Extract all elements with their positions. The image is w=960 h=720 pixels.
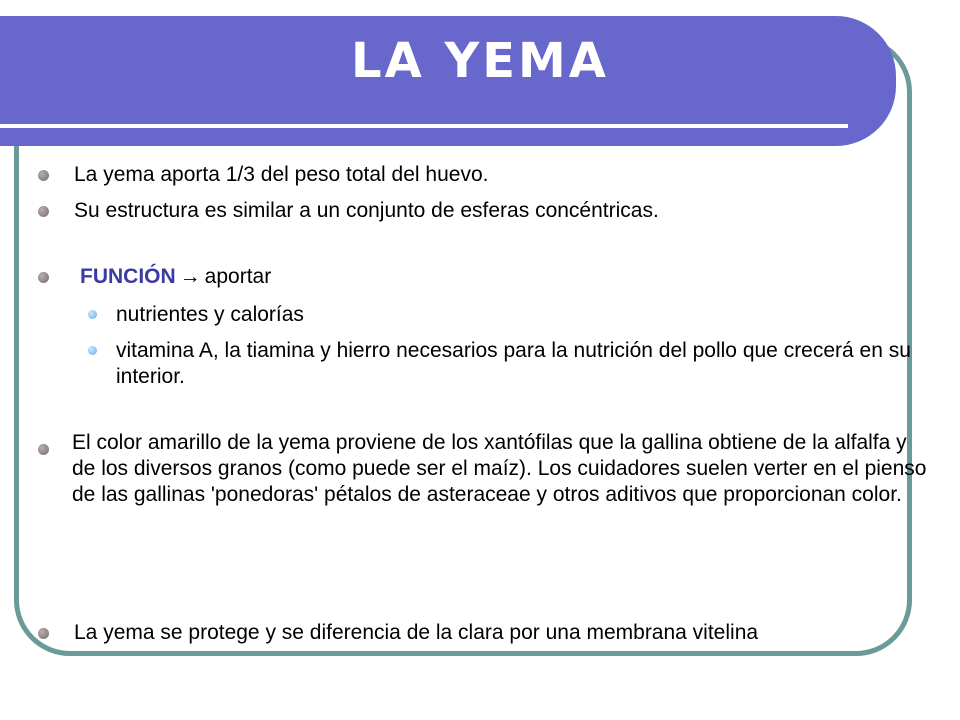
slide-title: LA YEMA [351, 33, 609, 89]
bullet-dot [38, 628, 49, 639]
sub-bullet-nutrients: nutrientes y calorías [116, 303, 304, 326]
bullet-function [80, 264, 940, 290]
bullet-color: El color amarillo de la yema proviene de los xantófilas que la gallina obtiene de la alfalfa y de los diversos granos (como puede ser el maíz). Los cuidadores suelen verter en el pienso de las gallinas 'ponedoras' pétalos de asteraceae y otros aditivos que proporcionan color. [72, 431, 927, 506]
function-text: aportar [204, 265, 272, 288]
sub-bullet-vitamins: vitamina A, la tiamina y hierro necesarios para la nutrición del pollo que crecerá en su interior. [116, 339, 911, 388]
bullet-membrane: La yema se protege y se diferencia de la clara por una membrana vitelina [74, 621, 759, 644]
bullet-dot [38, 272, 49, 283]
bullet-dot [38, 444, 49, 455]
sub-bullet-dot [88, 346, 97, 355]
bullet-yolk-weight: La yema aporta 1/3 del peso total del huevo. [74, 163, 489, 186]
bullet-dot [38, 206, 49, 217]
arrow-right-icon: → [179, 265, 201, 288]
bullet-dot [38, 170, 49, 181]
sub-bullet-dot [88, 310, 97, 319]
function-keyword: FUNCIÓN [80, 265, 176, 288]
bullet-structure: Su estructura es similar a un conjunto de esferas concéntricas. [74, 199, 659, 222]
